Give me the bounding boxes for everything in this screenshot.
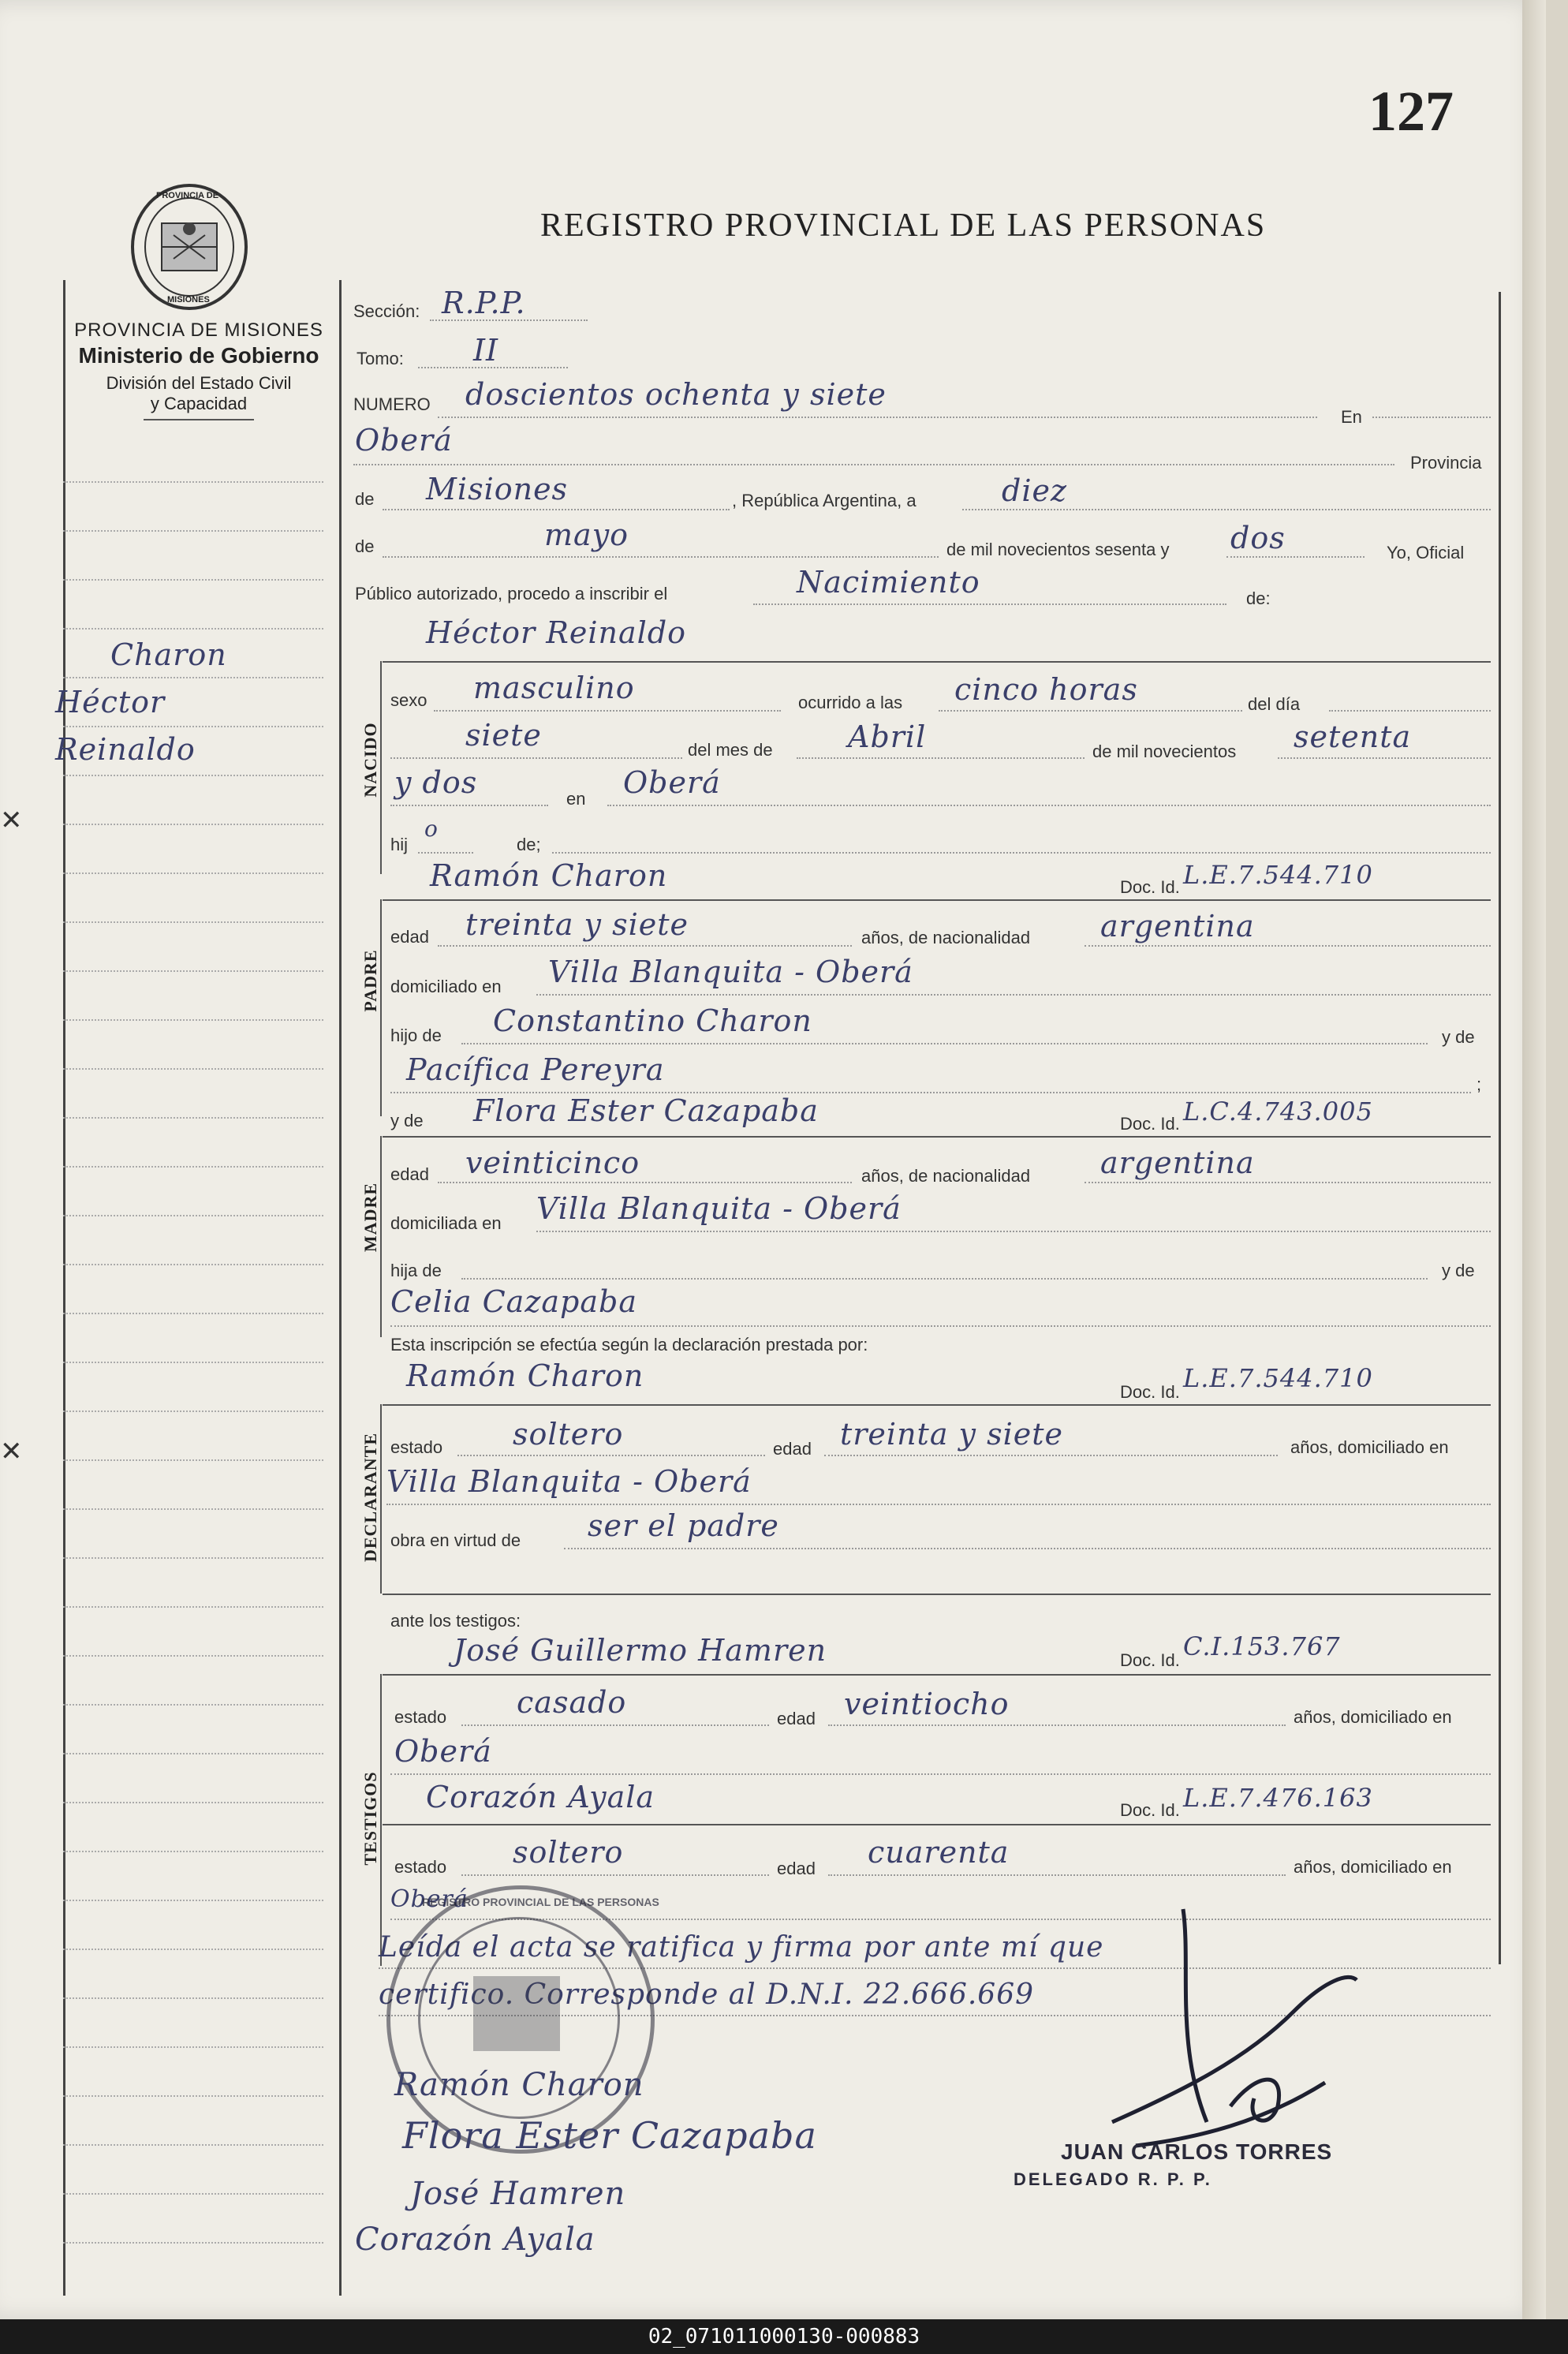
sexo-value: masculino [473, 671, 635, 705]
margin-dotted-line [63, 921, 323, 923]
padre-edad: treinta y siete [465, 907, 689, 942]
declarante-intro: Esta inscripción se efectúa según la declaración prestada por: [390, 1335, 868, 1354]
province-seal-icon [126, 180, 252, 314]
section-nacido: NACIDO [360, 722, 380, 798]
margin-dotted-line [63, 1019, 323, 1021]
margin-dotted-line [63, 1459, 323, 1461]
padre-domicilio: Villa Blanquita - Oberá [548, 955, 913, 989]
margin-dotted-line [63, 579, 323, 581]
sexo-label: sexo [390, 690, 427, 710]
margin-dotted-line [63, 1802, 323, 1803]
t2-edad: cuarenta [868, 1835, 1010, 1870]
declarante-virtud: ser el padre [588, 1508, 779, 1543]
margin-dotted-line [63, 481, 323, 483]
margin-dotted-line [63, 2193, 323, 2195]
margin-dotted-line [63, 970, 323, 972]
t2-doc: L.E.7.476.163 [1183, 1783, 1373, 1813]
tomo-value: II [473, 333, 499, 368]
margin-dotted-line [63, 628, 323, 630]
section-padre: PADRE [360, 949, 380, 1012]
republica-label: , República Argentina, a [732, 491, 917, 510]
margin-dotted-line [63, 1753, 323, 1754]
mes-acta: mayo [544, 518, 629, 552]
t2-domicilio: Oberá [390, 1885, 469, 1913]
t2-estado-label: estado [394, 1857, 447, 1877]
ocurrido-label: ocurrido a las [798, 693, 903, 712]
de-label-2: de [355, 536, 375, 556]
section-madre: MADRE [360, 1182, 380, 1253]
padre-abuelo: Constantino Charon [493, 1003, 812, 1038]
madre-y-de-label: y de [390, 1111, 424, 1130]
padre-nacionalidad: argentina [1100, 909, 1255, 943]
section-declarante: DECLARANTE [360, 1432, 380, 1563]
seccion-label: Sección: [353, 301, 420, 321]
provincia-value: Misiones [426, 472, 569, 506]
declarante-dom-label: años, domiciliado en [1290, 1437, 1449, 1457]
margin-dotted-line [63, 1362, 323, 1363]
de-colon-label: de: [1246, 588, 1271, 608]
margin-dotted-line [63, 1997, 323, 1999]
seccion-value: R.P.P. [442, 286, 526, 320]
t1-domicilio: Oberá [394, 1734, 492, 1769]
t1-dom-label: años, domiciliado en [1294, 1707, 1452, 1727]
declarante-estado: soltero [513, 1417, 624, 1452]
margin-dotted-line [63, 1606, 323, 1608]
declarante-doc-label: Doc. Id. [1120, 1382, 1180, 1402]
declarante-nombre: Ramón Charon [406, 1358, 644, 1393]
tomo-label: Tomo: [357, 349, 404, 368]
anio-2-value: y dos [394, 765, 478, 800]
lugar-value: Oberá [623, 765, 721, 800]
margin-dotted-line [63, 2095, 323, 2097]
margin-name1: Héctor [55, 685, 166, 719]
t1-nombre: José Guillermo Hamren [454, 1633, 827, 1668]
numero-label: NUMERO [353, 394, 431, 414]
division-line2: y Capacidad [150, 394, 248, 413]
province-name: PROVINCIA DE MISIONES [74, 319, 323, 341]
margin-dotted-line [63, 1900, 323, 1901]
officer-title: DELEGADO R. P. P. [1014, 2169, 1212, 2189]
t1-estado-label: estado [394, 1707, 447, 1727]
margin-name2: Reinaldo [55, 732, 196, 767]
declarante-domicilio: Villa Blanquita - Oberá [386, 1464, 752, 1499]
margin-dotted-line [63, 824, 323, 825]
padre-doc-label: Doc. Id. [1120, 877, 1180, 897]
margin-tick-icon: ✕ [0, 805, 23, 835]
margin-dotted-line [63, 2144, 323, 2146]
official-stamp-icon [386, 1885, 659, 2154]
acto-value: Nacimiento [797, 565, 980, 600]
t2-estado: soltero [513, 1835, 624, 1870]
madre-edad-label: edad [390, 1164, 429, 1184]
footer-id: 02_071011000130-000883 [0, 2319, 1568, 2354]
page-number: 127 [1368, 80, 1454, 143]
section-testigos: TESTIGOS [360, 1771, 380, 1866]
margin-dotted-line [63, 1215, 323, 1216]
hij-suffix: o [424, 816, 439, 842]
division-line1: División del Estado Civil [106, 373, 292, 393]
t1-doc: C.I.153.767 [1183, 1631, 1341, 1661]
ministry-name: Ministerio de Gobierno [78, 343, 319, 368]
signature-2: Flora Ester Cazapaba [402, 2114, 817, 2157]
madre-y-de-label2: y de [1442, 1261, 1475, 1280]
closing-line1: Leída el acta se ratifica y firma por ante mí que [379, 1931, 1104, 1964]
mil-nac-label: de mil novecientos [1092, 742, 1237, 761]
numero-value: doscientos ochenta y siete [465, 377, 887, 412]
padre-nombre: Ramón Charon [430, 858, 668, 893]
t2-dom-label: años, domiciliado en [1294, 1857, 1452, 1877]
seal-text-bottom: MISIONES [167, 295, 210, 305]
padre-doc: L.E.7.544.710 [1183, 860, 1373, 890]
mil-label: de mil novecientos sesenta y [946, 540, 1170, 559]
officer-name: JUAN CARLOS TORRES [1061, 2139, 1333, 2164]
document-title: REGISTRO PROVINCIAL DE LAS PERSONAS [540, 207, 1267, 244]
margin-dotted-line [63, 1949, 323, 1950]
stamp-text: REGISTRO PROVINCIAL DE LAS PERSONAS [422, 1896, 659, 1908]
margin-tick-icon: ✕ [0, 1437, 23, 1467]
provincia-label: Provincia [1410, 453, 1482, 473]
padre-y-de-label: y de [1442, 1027, 1475, 1047]
margin-dotted-line [63, 1166, 323, 1168]
margin-dotted-line [63, 1508, 323, 1510]
signature-3: José Hamren [410, 2176, 626, 2212]
madre-dom-label: domiciliada en [390, 1213, 502, 1233]
margin-dotted-line [63, 1704, 323, 1706]
margin-dotted-line [63, 1117, 323, 1119]
madre-nac-label: años, de nacionalidad [861, 1166, 1031, 1186]
hij-de-label: de; [517, 835, 541, 854]
padre-edad-label: edad [390, 927, 429, 947]
padre-semicolon: ; [1477, 1074, 1482, 1094]
margin-dotted-line [63, 1313, 323, 1314]
margin-dotted-line [63, 530, 323, 532]
localidad-value: Oberá [355, 423, 453, 458]
margin-dotted-line [63, 1851, 323, 1852]
margin-dotted-line [63, 677, 323, 678]
declarante-obra-label: obra en virtud de [390, 1530, 521, 1550]
madre-doc: L.C.4.743.005 [1183, 1097, 1373, 1127]
de-label: de [355, 489, 375, 509]
madre-edad: veinticinco [465, 1145, 640, 1180]
declarante-estado-label: estado [390, 1437, 443, 1457]
hora-value: cinco horas [954, 672, 1138, 707]
margin-dotted-line [63, 1264, 323, 1265]
padre-dom-label: domiciliado en [390, 977, 502, 996]
testigos-intro: ante los testigos: [390, 1611, 521, 1631]
officer-signature-icon [1088, 1885, 1372, 2162]
t1-edad-label: edad [777, 1709, 816, 1728]
margin-dotted-line [63, 2242, 323, 2244]
dia-acta: diez [1002, 473, 1067, 508]
seal-text-top: PROVINCIA DE [156, 191, 219, 200]
declarante-edad: treinta y siete [840, 1417, 1064, 1452]
nacido-nombre: Héctor Reinaldo [426, 615, 687, 650]
margin-dotted-line [63, 726, 323, 727]
madre-nombre: Flora Ester Cazapaba [473, 1093, 819, 1128]
mes-value: Abril [848, 719, 927, 754]
margin-dotted-line [63, 1557, 323, 1559]
declarante-doc: L.E.7.544.710 [1183, 1363, 1373, 1393]
del-mes-label: del mes de [688, 740, 773, 760]
dia-value: siete [465, 718, 542, 753]
margin-surname: Charon [110, 637, 227, 672]
t2-doc-label: Doc. Id. [1120, 1800, 1180, 1820]
declarante-edad-label: edad [773, 1439, 812, 1459]
madre-abuela: Celia Cazapaba [390, 1284, 637, 1319]
publico-label: Público autorizado, procedo a inscribir el [355, 584, 668, 603]
margin-dotted-line [63, 872, 323, 874]
madre-domicilio: Villa Blanquita - Oberá [536, 1191, 902, 1226]
en-nac-label: en [566, 789, 586, 809]
anio-acta: dos [1230, 521, 1286, 555]
margin-dotted-line [63, 1655, 323, 1657]
t2-nombre: Corazón Ayala [426, 1780, 655, 1814]
margin-dotted-line [63, 1068, 323, 1070]
padre-abuela: Pacífica Pereyra [406, 1052, 665, 1087]
madre-nacionalidad: argentina [1100, 1145, 1255, 1180]
margin-border [63, 280, 65, 2296]
signature-4: Corazón Ayala [355, 2221, 595, 2258]
padre-nac-label: años, de nacionalidad [861, 928, 1031, 947]
signature-1: Ramón Charon [394, 2067, 644, 2103]
t2-edad-label: edad [777, 1859, 816, 1878]
margin-dotted-line [63, 775, 323, 776]
oficial-label: Yo, Oficial [1387, 543, 1465, 562]
page-edge [1522, 0, 1546, 2319]
main-border-right [1499, 292, 1501, 1964]
anio-1-value: setenta [1294, 719, 1412, 754]
margin-dotted-line [63, 1411, 323, 1412]
t1-estado: casado [517, 1685, 627, 1720]
del-dia-label: del día [1248, 694, 1301, 714]
hij-label: hij [390, 835, 409, 854]
main-border-left [339, 280, 342, 2296]
t1-doc-label: Doc. Id. [1120, 1650, 1180, 1670]
en-label: En [1341, 407, 1362, 427]
madre-hija-label: hija de [390, 1261, 442, 1280]
t1-edad: veintiocho [844, 1687, 1010, 1721]
closing-line2: certifico. Corresponde al D.N.I. 22.666.669 [379, 1978, 1035, 2011]
margin-dotted-line [63, 2046, 323, 2048]
madre-doc-label: Doc. Id. [1120, 1114, 1180, 1134]
padre-hijo-label: hijo de [390, 1026, 442, 1045]
